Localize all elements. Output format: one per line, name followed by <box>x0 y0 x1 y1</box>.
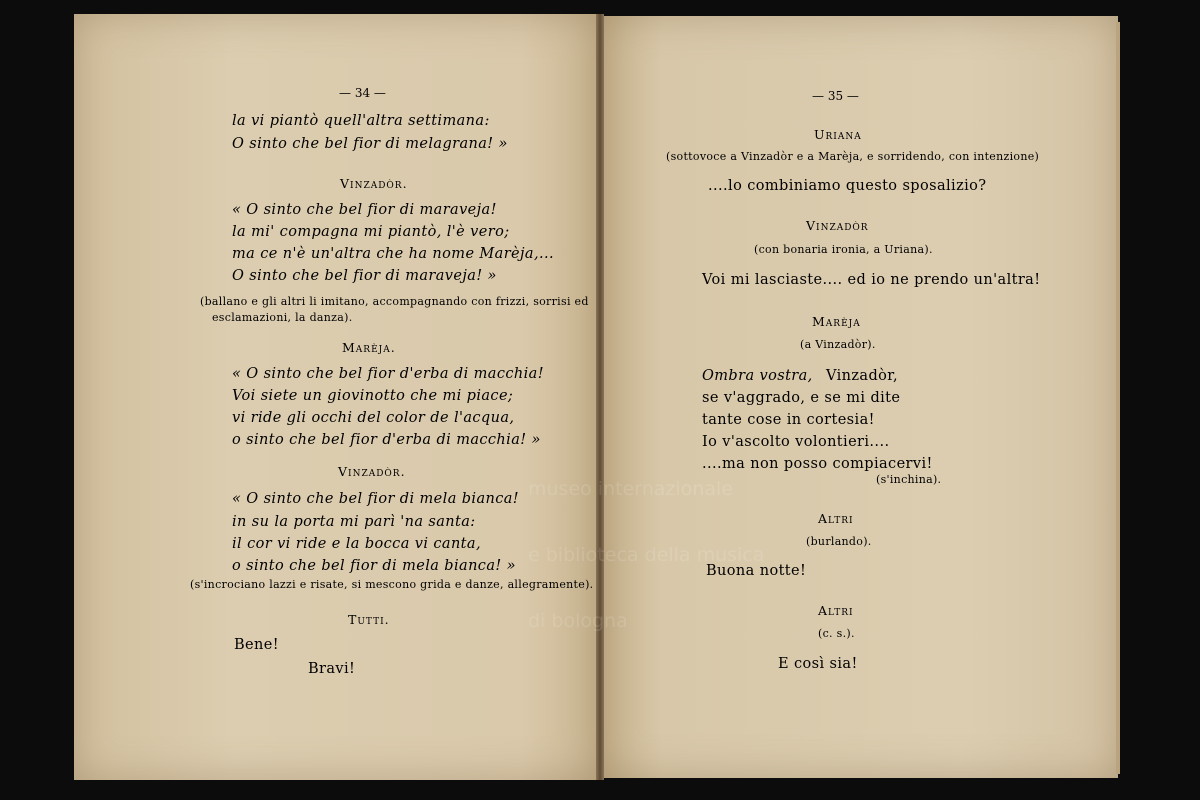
stage-direction: (s'inchina). <box>876 473 942 486</box>
speaker-name: Vinzadòr <box>806 218 869 233</box>
stage-direction: esclamazioni, la danza). <box>212 311 353 324</box>
dialogue-line: Vinzadòr, <box>826 368 899 384</box>
verse-line: vi ride gli occhi del color de l'acqua, <box>232 410 515 426</box>
verse-line: O sinto che bel fior di maraveja! » <box>232 268 497 284</box>
dialogue-line: ....lo combiniamo questo sposalizio? <box>708 178 987 194</box>
speaker-name: Altri <box>818 511 854 526</box>
verse-line: o sinto che bel fior di mela bianca! » <box>232 558 516 574</box>
dialogue-line: Buona notte! <box>706 563 807 579</box>
dialogue-line: tante cose in cortesia! <box>702 412 875 428</box>
page-number-right: — 35 — <box>812 89 859 103</box>
stage-direction: (burlando). <box>806 535 872 548</box>
speaker-name: Altri <box>818 603 854 618</box>
speaker-name: Tutti. <box>348 612 390 627</box>
stage-direction: (c. s.). <box>818 627 855 640</box>
verse-line: la mi' compagna mi piantò, l'è vero; <box>232 224 510 240</box>
speaker-name: Marèja <box>812 314 861 329</box>
dialogue-line: E così sia! <box>778 656 858 672</box>
stage-direction: (s'incrociano lazzi e risate, si mescono grida e danze, allegramente). <box>190 578 594 591</box>
verse-line: « O sinto che bel fior di maraveja! <box>232 202 497 218</box>
stage-direction: (a Vinzadòr). <box>800 338 876 351</box>
dialogue-line: Bene! <box>234 637 279 653</box>
watermark-line: e biblioteca della musica <box>528 544 765 566</box>
dialogue-line: Voi mi lasciaste.... ed io ne prendo un'altra! <box>702 272 1041 288</box>
verse-line: in su la porta mi parì 'na santa: <box>232 514 476 530</box>
dialogue-line: Io v'ascolto volontieri.... <box>702 434 890 450</box>
verse-line: « O sinto che bel fior d'erba di macchia! <box>232 366 544 382</box>
watermark-text <box>528 434 764 654</box>
stage-direction: (con bonaria ironia, a Uriana). <box>754 243 933 256</box>
book-gutter <box>596 14 604 780</box>
dialogue-line: Bravi! <box>308 661 356 677</box>
dialogue-line: se v'aggrado, e se mi dite <box>702 390 901 406</box>
speaker-name: Vinzadòr. <box>338 464 406 479</box>
verse-line: o sinto che bel fior d'erba di macchia! » <box>232 432 541 448</box>
watermark-line: di bologna <box>528 610 628 632</box>
speaker-name: Marèja. <box>342 340 396 355</box>
page-edge <box>1116 22 1120 774</box>
verse-line: Voi siete un giovinotto che mi piace; <box>232 388 514 404</box>
watermark-line: museo internazionale <box>528 478 733 500</box>
verse-line: la vi piantò quell'altra settimana: <box>232 113 490 129</box>
dialogue-line: ....ma non posso compiacervi! <box>702 456 933 472</box>
stage-direction: (ballano e gli altri li imitano, accompagnando con frizzi, sorrisi ed <box>200 295 589 308</box>
speaker-name: Vinzadòr. <box>340 176 408 191</box>
page-number-left: — 34 — <box>339 86 386 100</box>
dialogue-line: Ombra vostra, <box>702 368 813 384</box>
verse-line: O sinto che bel fior di melagrana! » <box>232 136 508 152</box>
verse-line: il cor vi ride e la bocca vi canta, <box>232 536 481 552</box>
verse-line: ma ce n'è un'altra che ha nome Marèja,... <box>232 246 555 262</box>
stage-direction: (sottovoce a Vinzadòr e a Marèja, e sorridendo, con intenzione) <box>666 150 1040 163</box>
speaker-name: Uriana <box>814 127 862 142</box>
verse-line: « O sinto che bel fior di mela bianca! <box>232 491 520 507</box>
